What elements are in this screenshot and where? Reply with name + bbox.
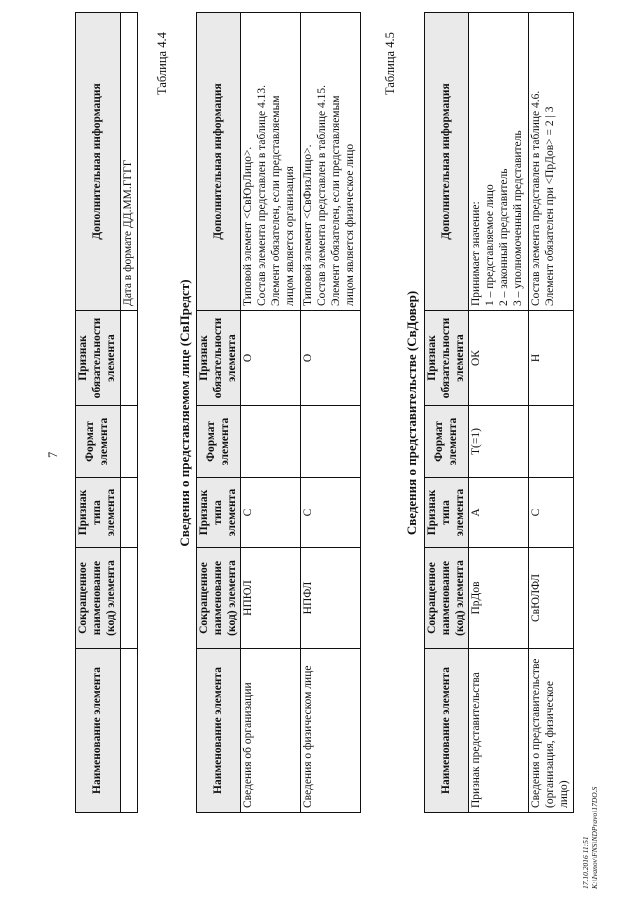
header-cell: Дополнительная информация: [76, 13, 121, 311]
info-line: Состав элемента представлен в таблице 4.6.: [530, 90, 543, 306]
element-type: С: [241, 478, 301, 548]
header-cell: Сокращенное наименование (код) элемента: [76, 548, 121, 649]
element-code: НПФЛ: [301, 548, 361, 649]
info-line: Типовой элемент <СвЮрЛицо>.: [242, 146, 255, 306]
cell: [121, 311, 138, 406]
element-required: ОК: [469, 311, 529, 406]
header-cell: Сокращенное наименование (код) элемента: [197, 548, 241, 649]
element-required: Н: [529, 311, 573, 406]
table-row: [301, 13, 361, 813]
table-4-5: [424, 12, 574, 813]
table-row: [469, 13, 529, 813]
cell: [121, 548, 138, 649]
element-info: [301, 13, 361, 311]
element-name: Признак представительства: [469, 649, 529, 813]
table-row: [241, 13, 301, 813]
info-line: Элемент обязателен, если представляемым: [269, 95, 282, 306]
element-type: С: [529, 478, 573, 548]
element-info: [469, 13, 529, 311]
header-cell: Признак типа элемента: [425, 478, 469, 548]
header-cell: Признак обязательности элемента: [197, 311, 241, 406]
table-4-4-label: Таблица 4.4: [155, 32, 169, 95]
cell: [121, 478, 138, 548]
element-required: О: [301, 311, 361, 406]
table-4-5-title: Сведения о представительстве (СвДовер): [404, 290, 419, 536]
info-line: 2 – законный представитель: [497, 168, 510, 306]
element-format: T(=1): [469, 406, 529, 478]
element-name: Сведения об организации: [241, 649, 301, 813]
element-info: [529, 13, 573, 311]
cell: [121, 406, 138, 478]
header-cell: Признак обязательности элемента: [76, 311, 121, 406]
cell: Дата в формате ДД.ММ.ГГГГ: [121, 13, 138, 311]
element-name: Сведения о представительстве (организация, физическое лицо): [529, 649, 573, 813]
table-row: [121, 13, 138, 813]
footer-line: K:\Ivanov\FNS\NDPravo\17DO.S: [589, 786, 599, 889]
element-code: СвЮЛФЛ: [529, 548, 573, 649]
footer-note: [582, 787, 599, 889]
table-row: [529, 13, 573, 813]
info-line: 3 – уполномоченный представитель: [511, 130, 524, 306]
element-type: А: [469, 478, 529, 548]
cell: [121, 649, 138, 813]
element-info: [241, 13, 301, 311]
info-line: Состав элемента представлен в таблице 4.13.: [256, 84, 269, 306]
element-required: О: [241, 311, 301, 406]
info-line: Состав элемента представлен в таблице 4.15.: [316, 84, 329, 306]
header-cell: Наименование элемента: [76, 649, 121, 813]
header-cell: Признак обязательности элемента: [425, 311, 469, 406]
info-line: 1 – представляемое лицо: [484, 184, 497, 306]
element-type: С: [301, 478, 361, 548]
table-4-4: [196, 12, 361, 813]
header-cell: Наименование элемента: [197, 649, 241, 813]
footer-line: 17.10.2016 11:51: [581, 836, 590, 889]
info-line: Элемент обязателен, если представляемым: [329, 95, 342, 306]
page-number: 7: [46, 451, 60, 458]
table-4-4-title: Сведения о представляемом лице (СвПредст): [177, 279, 192, 547]
element-code: НПЮЛ: [241, 548, 301, 649]
table-4-5-label: Таблица 4.5: [383, 32, 397, 95]
header-cell: Сокращенное наименование (код) элемента: [425, 548, 469, 649]
element-format: [241, 406, 301, 478]
info-line: лицом является физическое лицо: [343, 143, 356, 306]
element-format: [529, 406, 573, 478]
header-cell: Признак типа элемента: [76, 478, 121, 548]
info-line: Типовой элемент <СвФизЛицо>.: [302, 144, 315, 306]
top-table: [75, 12, 138, 813]
element-name: Сведения о физическом лице: [301, 649, 361, 813]
info-line: Принимает значение:: [470, 201, 483, 306]
header-cell: Формат элемента: [425, 406, 469, 478]
info-line: лицом является организация: [283, 166, 296, 306]
header-cell: Формат элемента: [197, 406, 241, 478]
header-cell: Дополнительная информация: [197, 13, 241, 311]
header-cell: Признак типа элемента: [197, 478, 241, 548]
info-line: Элемент обязателен при <ПрДов> = 2 | 3: [544, 106, 557, 306]
header-cell: Формат элемента: [76, 406, 121, 478]
header-cell: Дополнительная информация: [425, 13, 469, 311]
header-cell: Наименование элемента: [425, 649, 469, 813]
element-format: [301, 406, 361, 478]
element-code: ПрДов: [469, 548, 529, 649]
